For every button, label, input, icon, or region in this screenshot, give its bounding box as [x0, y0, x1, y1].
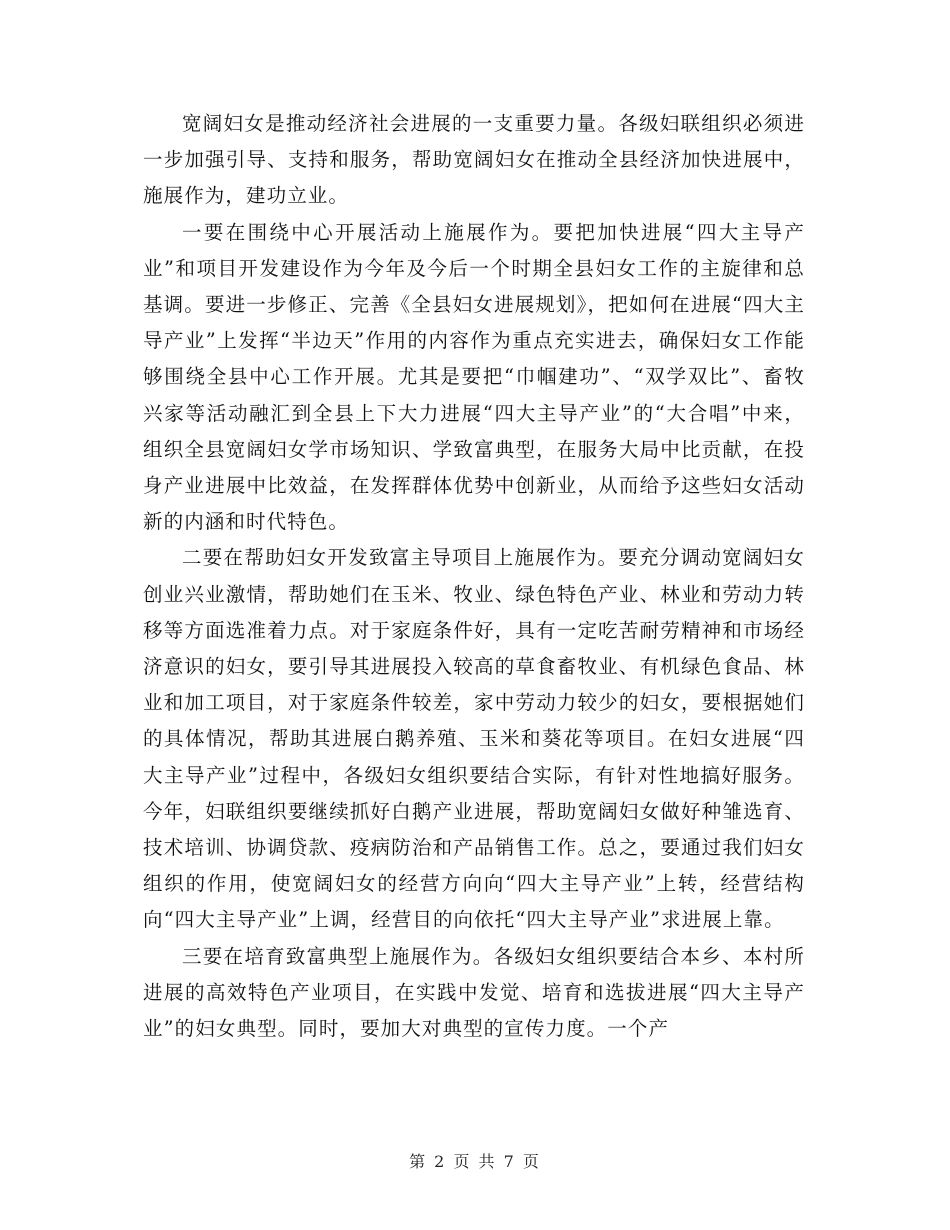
paragraph-point-two: 二要在帮助妇女开发致富主导项目上施展作为。要充分调动宽阔妇女创业兴业激情，帮助她们在玉米、牧业、绿色特色产业、林业和劳动力转移等方面选准着力点。对于家庭条件好，具有一定吃苦耐劳精神和市场经济意识的妇女，要引导其进展投入较高的草食畜牧业、有机绿色食品、林业和加工项目，对于家庭条件较差，家中劳动力较少的妇女，要根据她们的具体情况，帮助其进展白鹅养殖、玉米和葵花等项目。在妇女进展“四大主导产业”过程中，各级妇女组织要结合实际，有针对性地搞好服务。今年，妇联组织要继续抓好白鹅产业进展，帮助宽阔妇女做好种雏选育、技术培训、协调贷款、疫病防治和产品销售工作。总之，要通过我们妇女组织的作用，使宽阔妇女的经营方向向“四大主导产业”上转，经营结构向“四大主导产业”上调，经营目的向依托“四大主导产业”求进展上靠。 — [143, 546, 805, 932]
page-number-footer: 第 2 页 共 7 页 — [409, 1152, 541, 1171]
paragraph-point-three: 三要在培育致富典型上施展作为。各级妇女组织要结合本乡、本村所进展的高效特色产业项目，在实践中发觉、培育和选拔进展“四大主导产业”的妇女典型。同时，要加大对典型的宣传力度。一个产 — [143, 944, 805, 1041]
paragraph-intro: 宽阔妇女是推动经济社会进展的一支重要力量。各级妇联组织必须进一步加强引导、支持和服务，帮助宽阔妇女在推动全县经济加快进展中，施展作为，建功立业。 — [143, 112, 805, 208]
document-body — [143, 106, 805, 1047]
paragraph-point-one: 一要在围绕中心开展活动上施展作为。要把加快进展“四大主导产业”和项目开发建设作为今年及今后一个时期全县妇女工作的主旋律和总基调。要进一步修正、完善《全县妇女进展规划》，把如何在进展“四大主导产业”上发挥“半边天”作用的内容作为重点充实进去，确保妇女工作能够围绕全县中心工作开展。尤其是要把“巾帼建功”、“双学双比”、畜牧兴家等活动融汇到全县上下大力进展“四大主导产业”的“大合唱”中来，组织全县宽阔妇女学市场知识、学致富典型，在服务大局中比贡献，在投身产业进展中比效益，在发挥群体优势中创新业，从而给予这些妇女活动新的内涵和时代特色。 — [143, 220, 805, 534]
